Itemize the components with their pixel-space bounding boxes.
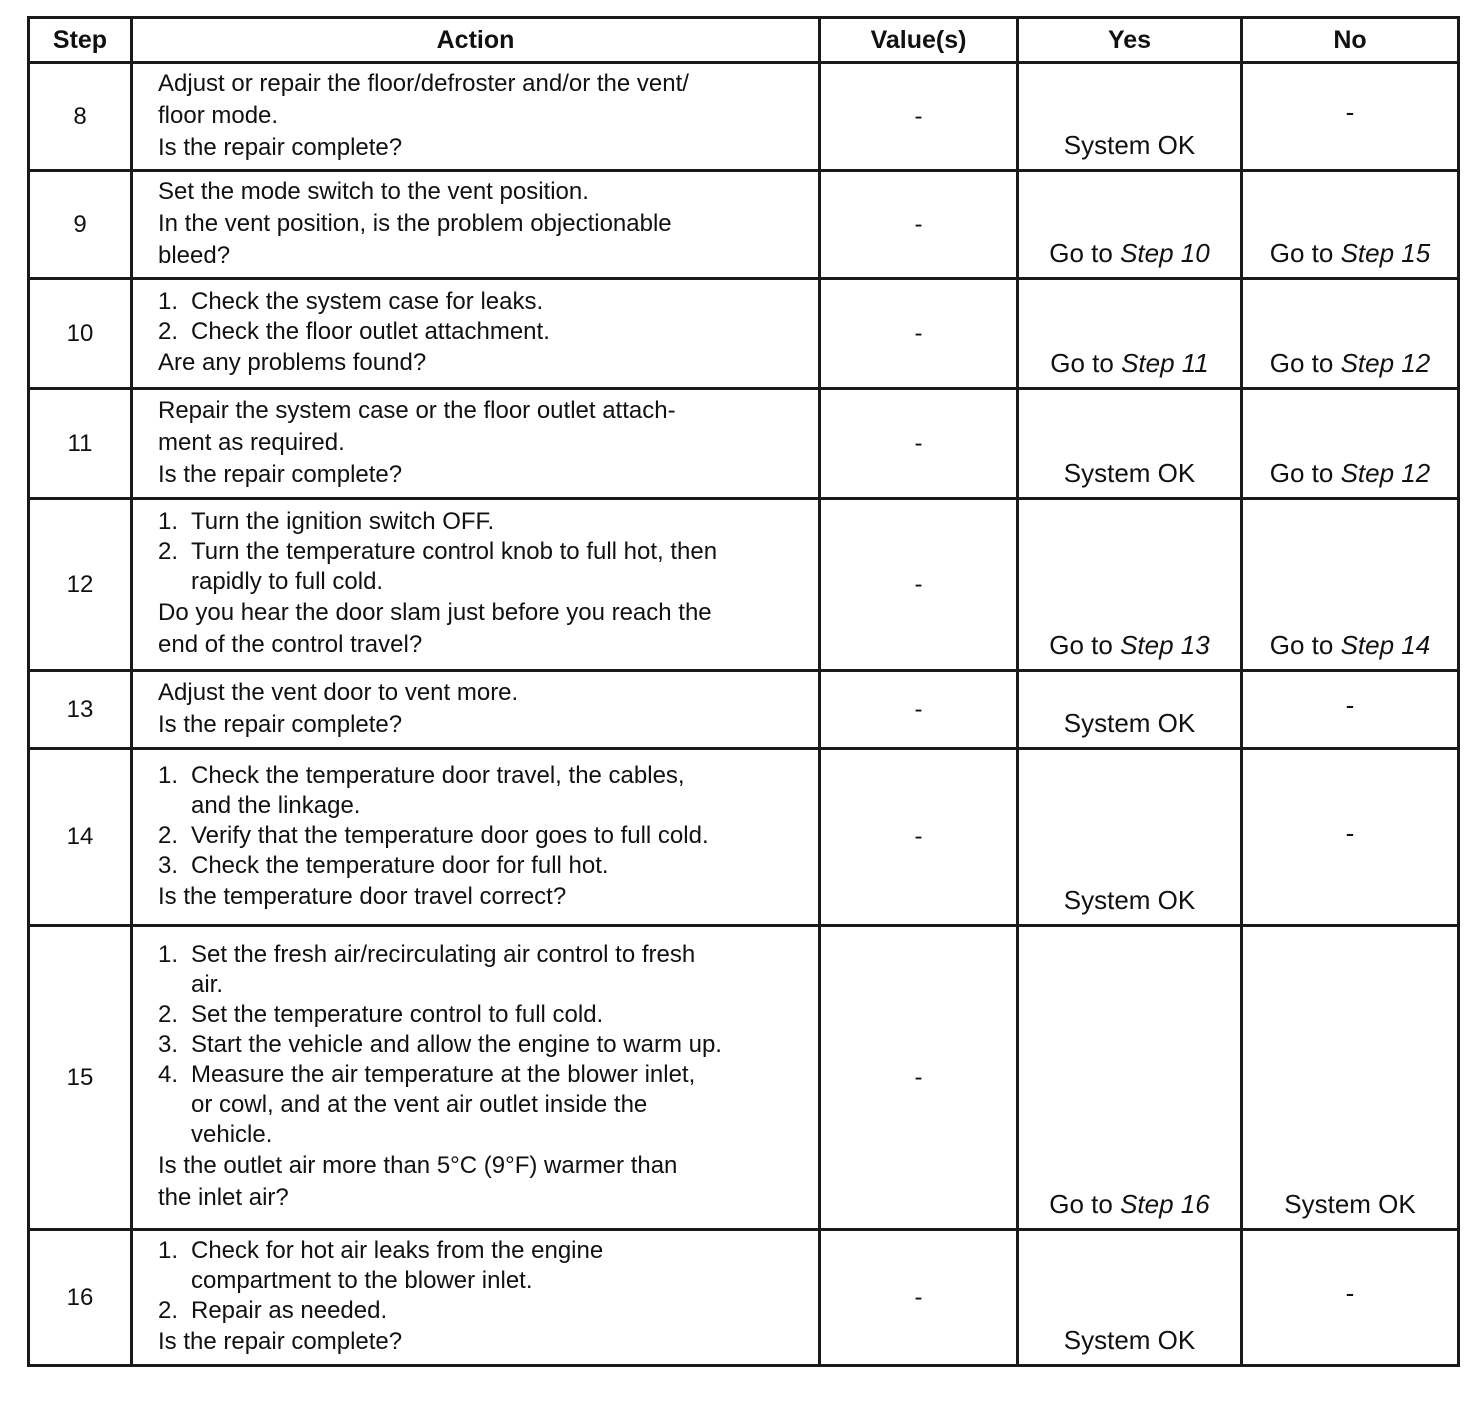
action-step-item [158, 507, 808, 537]
instruction-line: Check for hot air leaks from the engine [191, 1237, 604, 1264]
yes-text: System OK [1063, 130, 1196, 160]
action-step-item [158, 821, 808, 851]
yes-text: System OK [1063, 1325, 1196, 1355]
yes-step-ref: Step 11 [1121, 348, 1209, 378]
no-cell [1242, 671, 1459, 749]
value-cell: - [820, 279, 1018, 389]
table-body [29, 63, 1459, 1366]
no-text: System OK [1284, 1189, 1416, 1219]
action-step-item [158, 940, 808, 1000]
action-text: Set the mode switch to the vent position. [158, 178, 589, 205]
step-number: 2. [158, 821, 179, 849]
instruction-line: Set the fresh air/recirculating air control to fresh [191, 941, 696, 968]
step-number: 1. [158, 508, 179, 535]
no-text: - [1345, 1278, 1355, 1308]
step-instruction [191, 287, 808, 317]
step-number: 3. [158, 851, 179, 879]
step-instruction [191, 1000, 808, 1030]
question-line: Is the repair complete? [158, 461, 403, 488]
action-cell [132, 499, 820, 671]
instruction-line: Check the temperature door for full hot. [191, 851, 609, 879]
question-line: Is the repair complete? [158, 1328, 403, 1355]
yes-step-ref: Step 10 [1120, 238, 1210, 268]
yes-cell [1018, 749, 1242, 926]
step-cell: 10 [29, 279, 132, 389]
step-number: 1. [158, 761, 179, 789]
yes-step-ref: Step 16 [1120, 1189, 1210, 1219]
action-cell [132, 389, 820, 499]
step-instruction [191, 851, 808, 881]
action-cell [132, 63, 820, 171]
no-cell [1242, 63, 1459, 171]
header-step: Step [29, 18, 132, 63]
header-action: Action [132, 18, 820, 63]
action-text: Repair the system case or the floor outlet attach- [158, 397, 676, 424]
yes-cell [1018, 671, 1242, 749]
no-cell [1242, 1230, 1459, 1366]
instruction-line: Turn the ignition switch OFF. [191, 508, 495, 535]
action-step-item [158, 1030, 808, 1060]
yes-cell [1018, 63, 1242, 171]
question-line: Is the repair complete? [158, 711, 403, 738]
question-line: bleed? [158, 242, 231, 269]
no-cell [1242, 926, 1459, 1230]
table-row [29, 749, 1459, 926]
action-question [158, 208, 808, 272]
table-row [29, 499, 1459, 671]
step-cell: 14 [29, 749, 132, 926]
no-text: Go to [1269, 458, 1341, 488]
yes-cell [1018, 1230, 1242, 1366]
step-number: 2. [158, 1001, 179, 1028]
instruction-line: compartment to the blower inlet. [191, 1267, 533, 1294]
step-instruction [191, 940, 808, 1000]
instruction-line: Start the vehicle and allow the engine to warm up. [191, 1031, 722, 1058]
step-instruction [191, 1296, 808, 1326]
yes-step-ref: Step 13 [1120, 630, 1210, 660]
no-step-ref: Step 14 [1340, 630, 1431, 660]
value-cell: - [820, 1230, 1018, 1366]
action-step-item [158, 317, 808, 347]
step-instruction [191, 537, 808, 597]
value-cell: - [820, 499, 1018, 671]
step-number: 2. [158, 1297, 179, 1324]
action-cell [132, 1230, 820, 1366]
step-instruction [191, 1236, 808, 1296]
header-values: Value(s) [820, 18, 1018, 63]
action-step-item [158, 1296, 808, 1326]
step-cell: 8 [29, 63, 132, 171]
diagnostic-table [27, 16, 1460, 1367]
no-text: Go to [1269, 238, 1341, 268]
step-instruction [191, 761, 808, 821]
step-cell: 16 [29, 1230, 132, 1366]
instruction-line: rapidly to full cold. [191, 568, 384, 595]
step-number: 2. [158, 538, 179, 565]
question-line: end of the control travel? [158, 631, 423, 658]
action-step-item [158, 1000, 808, 1030]
yes-text: System OK [1063, 458, 1196, 488]
question-line: Is the outlet air more than 5°C (9°F) warmer than [158, 1152, 678, 1179]
step-instruction [191, 1060, 808, 1150]
step-instruction [191, 317, 808, 347]
header-no: No [1242, 18, 1459, 63]
no-text: - [1345, 690, 1355, 720]
no-text: Go to [1269, 630, 1341, 660]
step-number: 4. [158, 1061, 179, 1088]
no-cell [1242, 389, 1459, 499]
yes-cell [1018, 499, 1242, 671]
action-text: floor mode. [158, 102, 279, 129]
step-instruction [191, 507, 808, 537]
header-row [29, 18, 1459, 63]
instruction-line: Measure the air temperature at the blower inlet, [191, 1061, 696, 1088]
action-text: Adjust or repair the floor/defroster and/or the vent/ [158, 70, 689, 97]
question-line: Are any problems found? [158, 349, 427, 376]
action-question [158, 709, 808, 741]
yes-text: Go to [1049, 1189, 1121, 1219]
step-number: 1. [158, 941, 179, 968]
value-cell: - [820, 671, 1018, 749]
action-question [158, 347, 808, 379]
step-number: 2. [158, 318, 179, 345]
no-cell [1242, 749, 1459, 926]
step-cell: 11 [29, 389, 132, 499]
action-step-item [158, 851, 808, 881]
no-text: - [1345, 97, 1355, 127]
yes-text: Go to [1049, 238, 1121, 268]
no-text: Go to [1269, 348, 1341, 378]
action-text: Adjust the vent door to vent more. [158, 679, 519, 706]
question-line: the inlet air? [158, 1184, 289, 1211]
instruction-line: Check the temperature door travel, the cables, [191, 761, 685, 789]
yes-text: System OK [1063, 885, 1196, 915]
step-number: 1. [158, 288, 179, 315]
instruction-line: Repair as needed. [191, 1297, 388, 1324]
instruction-line: Turn the temperature control knob to full hot, then [191, 538, 718, 565]
action-cell [132, 279, 820, 389]
action-step-item [158, 1236, 808, 1296]
action-cell [132, 749, 820, 926]
instruction-line: air. [191, 971, 224, 998]
no-cell [1242, 171, 1459, 279]
table-row [29, 63, 1459, 171]
action-question [158, 1150, 808, 1214]
instruction-line: Set the temperature control to full cold. [191, 1001, 604, 1028]
table-row [29, 1230, 1459, 1366]
action-cell [132, 671, 820, 749]
action-step-item [158, 761, 808, 821]
value-cell: - [820, 171, 1018, 279]
action-cell [132, 171, 820, 279]
step-number: 1. [158, 1237, 179, 1264]
instruction-line: Check the system case for leaks. [191, 288, 544, 315]
value-cell: - [820, 389, 1018, 499]
question-line: Is the repair complete? [158, 134, 403, 161]
step-cell: 15 [29, 926, 132, 1230]
action-text: ment as required. [158, 429, 345, 456]
no-step-ref: Step 15 [1340, 238, 1431, 268]
question-line: In the vent position, is the problem objectionable [158, 210, 672, 237]
table-row [29, 279, 1459, 389]
table-row [29, 171, 1459, 279]
yes-text: System OK [1063, 708, 1196, 738]
step-instruction [191, 1030, 808, 1060]
value-cell: - [820, 63, 1018, 171]
value-cell: - [820, 749, 1018, 926]
no-cell [1242, 499, 1459, 671]
action-cell [132, 926, 820, 1230]
action-step-item [158, 1060, 808, 1150]
yes-cell [1018, 389, 1242, 499]
instruction-line: or cowl, and at the vent air outlet inside the [191, 1091, 648, 1118]
instruction-line: Verify that the temperature door goes to full cold. [191, 821, 709, 849]
step-number: 3. [158, 1031, 179, 1058]
table-row [29, 926, 1459, 1230]
action-question [158, 1326, 808, 1358]
step-cell: 12 [29, 499, 132, 671]
no-step-ref: Step 12 [1340, 348, 1431, 378]
question-line: Is the temperature door travel correct? [158, 882, 567, 910]
yes-text: Go to [1050, 348, 1122, 378]
value-cell: - [820, 926, 1018, 1230]
yes-cell [1018, 279, 1242, 389]
step-cell: 13 [29, 671, 132, 749]
yes-text: Go to [1049, 630, 1121, 660]
action-question [158, 597, 808, 661]
question-line: Do you hear the door slam just before you reach the [158, 599, 712, 626]
no-step-ref: Step 12 [1340, 458, 1431, 488]
step-instruction [191, 821, 808, 851]
header-yes: Yes [1018, 18, 1242, 63]
yes-cell [1018, 171, 1242, 279]
instruction-line: Check the floor outlet attachment. [191, 318, 550, 345]
table-row [29, 671, 1459, 749]
action-step-item [158, 287, 808, 317]
action-question [158, 881, 808, 913]
action-question [158, 459, 808, 491]
instruction-line: vehicle. [191, 1121, 273, 1148]
step-cell: 9 [29, 171, 132, 279]
no-cell [1242, 279, 1459, 389]
action-question [158, 132, 808, 164]
instruction-line: and the linkage. [191, 791, 361, 819]
no-text: - [1345, 817, 1355, 848]
action-step-item [158, 537, 808, 597]
yes-cell [1018, 926, 1242, 1230]
table-row [29, 389, 1459, 499]
